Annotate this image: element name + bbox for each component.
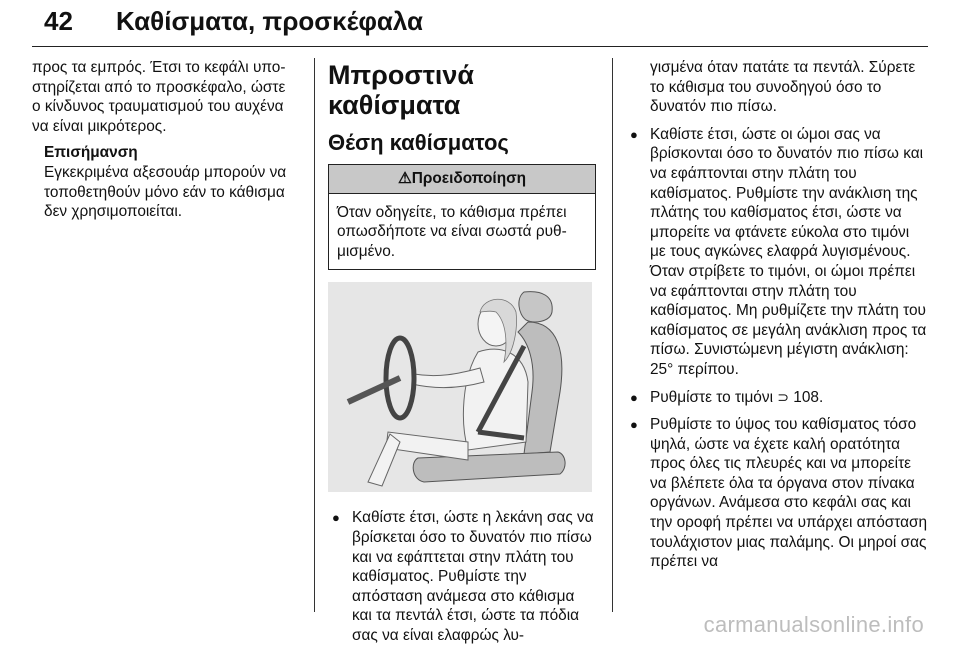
warning-header [329, 165, 595, 194]
instruction-list [328, 508, 596, 645]
body-paragraph: προς τα εμπρός. Έτσι το κεφάλι υποστηρίζεται από το προσκέφαλο, ώστε ο κίνδυνος τραυματισμού του αυχένα να είναι μικρότερος. [32, 59, 286, 135]
continued-text: γισμένα όταν πατάτε τα πεντάλ. Σύρετε το κάθισμα του συνοδηγού όσο το δυνατόν πιο πίσω. [650, 59, 916, 116]
column-middle [328, 58, 596, 654]
list-item-text: Ρυθμίστε το τιμόνι [650, 388, 773, 406]
note-text: Εγκεκριμένα αξεσουάρ μπορούν να τοποθετηθούν μόνο εάν το κάθισμα δεν χρησιμοποιείται. [44, 163, 287, 221]
driver-seat-icon [328, 282, 592, 492]
column-left [32, 58, 294, 222]
chapter-title: Καθίσματα, προσκέφαλα [116, 6, 424, 36]
list-item: ● Καθίστε έτσι, ώστε η λεκάνη σας να βρίσκεται όσο το δυνατόν πιο πίσω και να εφάπτεται στην πλάτη του καθίσματος. Ρυθμίστε την απόσταση ανάμεσα στο κάθισμα και τα πεντάλ έτσι, ώστε τα πόδια σας να είναι ελαφρώς λυ- [328, 508, 596, 645]
page-reference-link[interactable]: 108. [793, 388, 824, 406]
column-divider [612, 58, 613, 612]
warning-icon: ⚠ [397, 170, 412, 187]
section-title: Μπροστινά καθίσματα [328, 60, 474, 120]
list-item: ● Καθίστε έτσι, ώστε οι ώμοι σας να βρίσκονται όσο το δυνατόν πιο πίσω και να εφάπτονται στην πλάτη του καθίσματος. Ρυθμίστε την ανάκλιση της πλάτης του καθίσματος έτσι, ώστε να μπορείτε να φτάνετε εύκολα στο τιμόνι με τους αγκώνες ελαφρά λυγισμένους. Όταν στρίβετε το τιμόνι, οι ώμοι πρέπει να εφάπτονται στην πλάτη του καθίσματος. Μη ρυθμίζετε την πλάτη του καθίσματος σε μεγάλη ανάκλιση προς τα πίσω. Συνιστώμενη μέγιστη ανάκλιση: 25° περίπου. [626, 125, 928, 380]
warning-box [328, 164, 596, 270]
sub-title: Θέση καθίσματος [328, 130, 509, 155]
watermark: carmanualsonline.info [703, 612, 924, 637]
page-reference-icon: ⊃ [777, 388, 789, 405]
list-item [626, 388, 928, 408]
column-divider [314, 58, 315, 612]
header-rule [32, 46, 928, 47]
column-right [626, 58, 928, 580]
page-number: 42 [44, 6, 73, 36]
warning-text: Όταν οδηγείτε, το κάθισμα πρέπει οπωσδήποτε να είναι σωστά ρυθμισμένο. [337, 203, 567, 260]
warning-title: Προειδοποίηση [411, 170, 527, 187]
note-title: Επισήμανση [44, 144, 138, 162]
list-item: ● Ρυθμίστε το ύψος του καθίσματος τόσο ψηλά, ώστε να έχετε καλή ορατότητα προς όλες τις πλευρές και να μπορείτε να βλέπετε όλα τα όργανα στον πίνακα οργάνων. Ανάμεσα στο κεφάλι σας και την οροφή πρέπει να υπάρχει απόσταση τουλάχιστον μιας παλάμης. Οι μηροί σας πρέπει να [626, 415, 928, 572]
seat-position-illustration [328, 282, 592, 492]
note-box [44, 143, 294, 221]
instruction-list [626, 125, 928, 572]
